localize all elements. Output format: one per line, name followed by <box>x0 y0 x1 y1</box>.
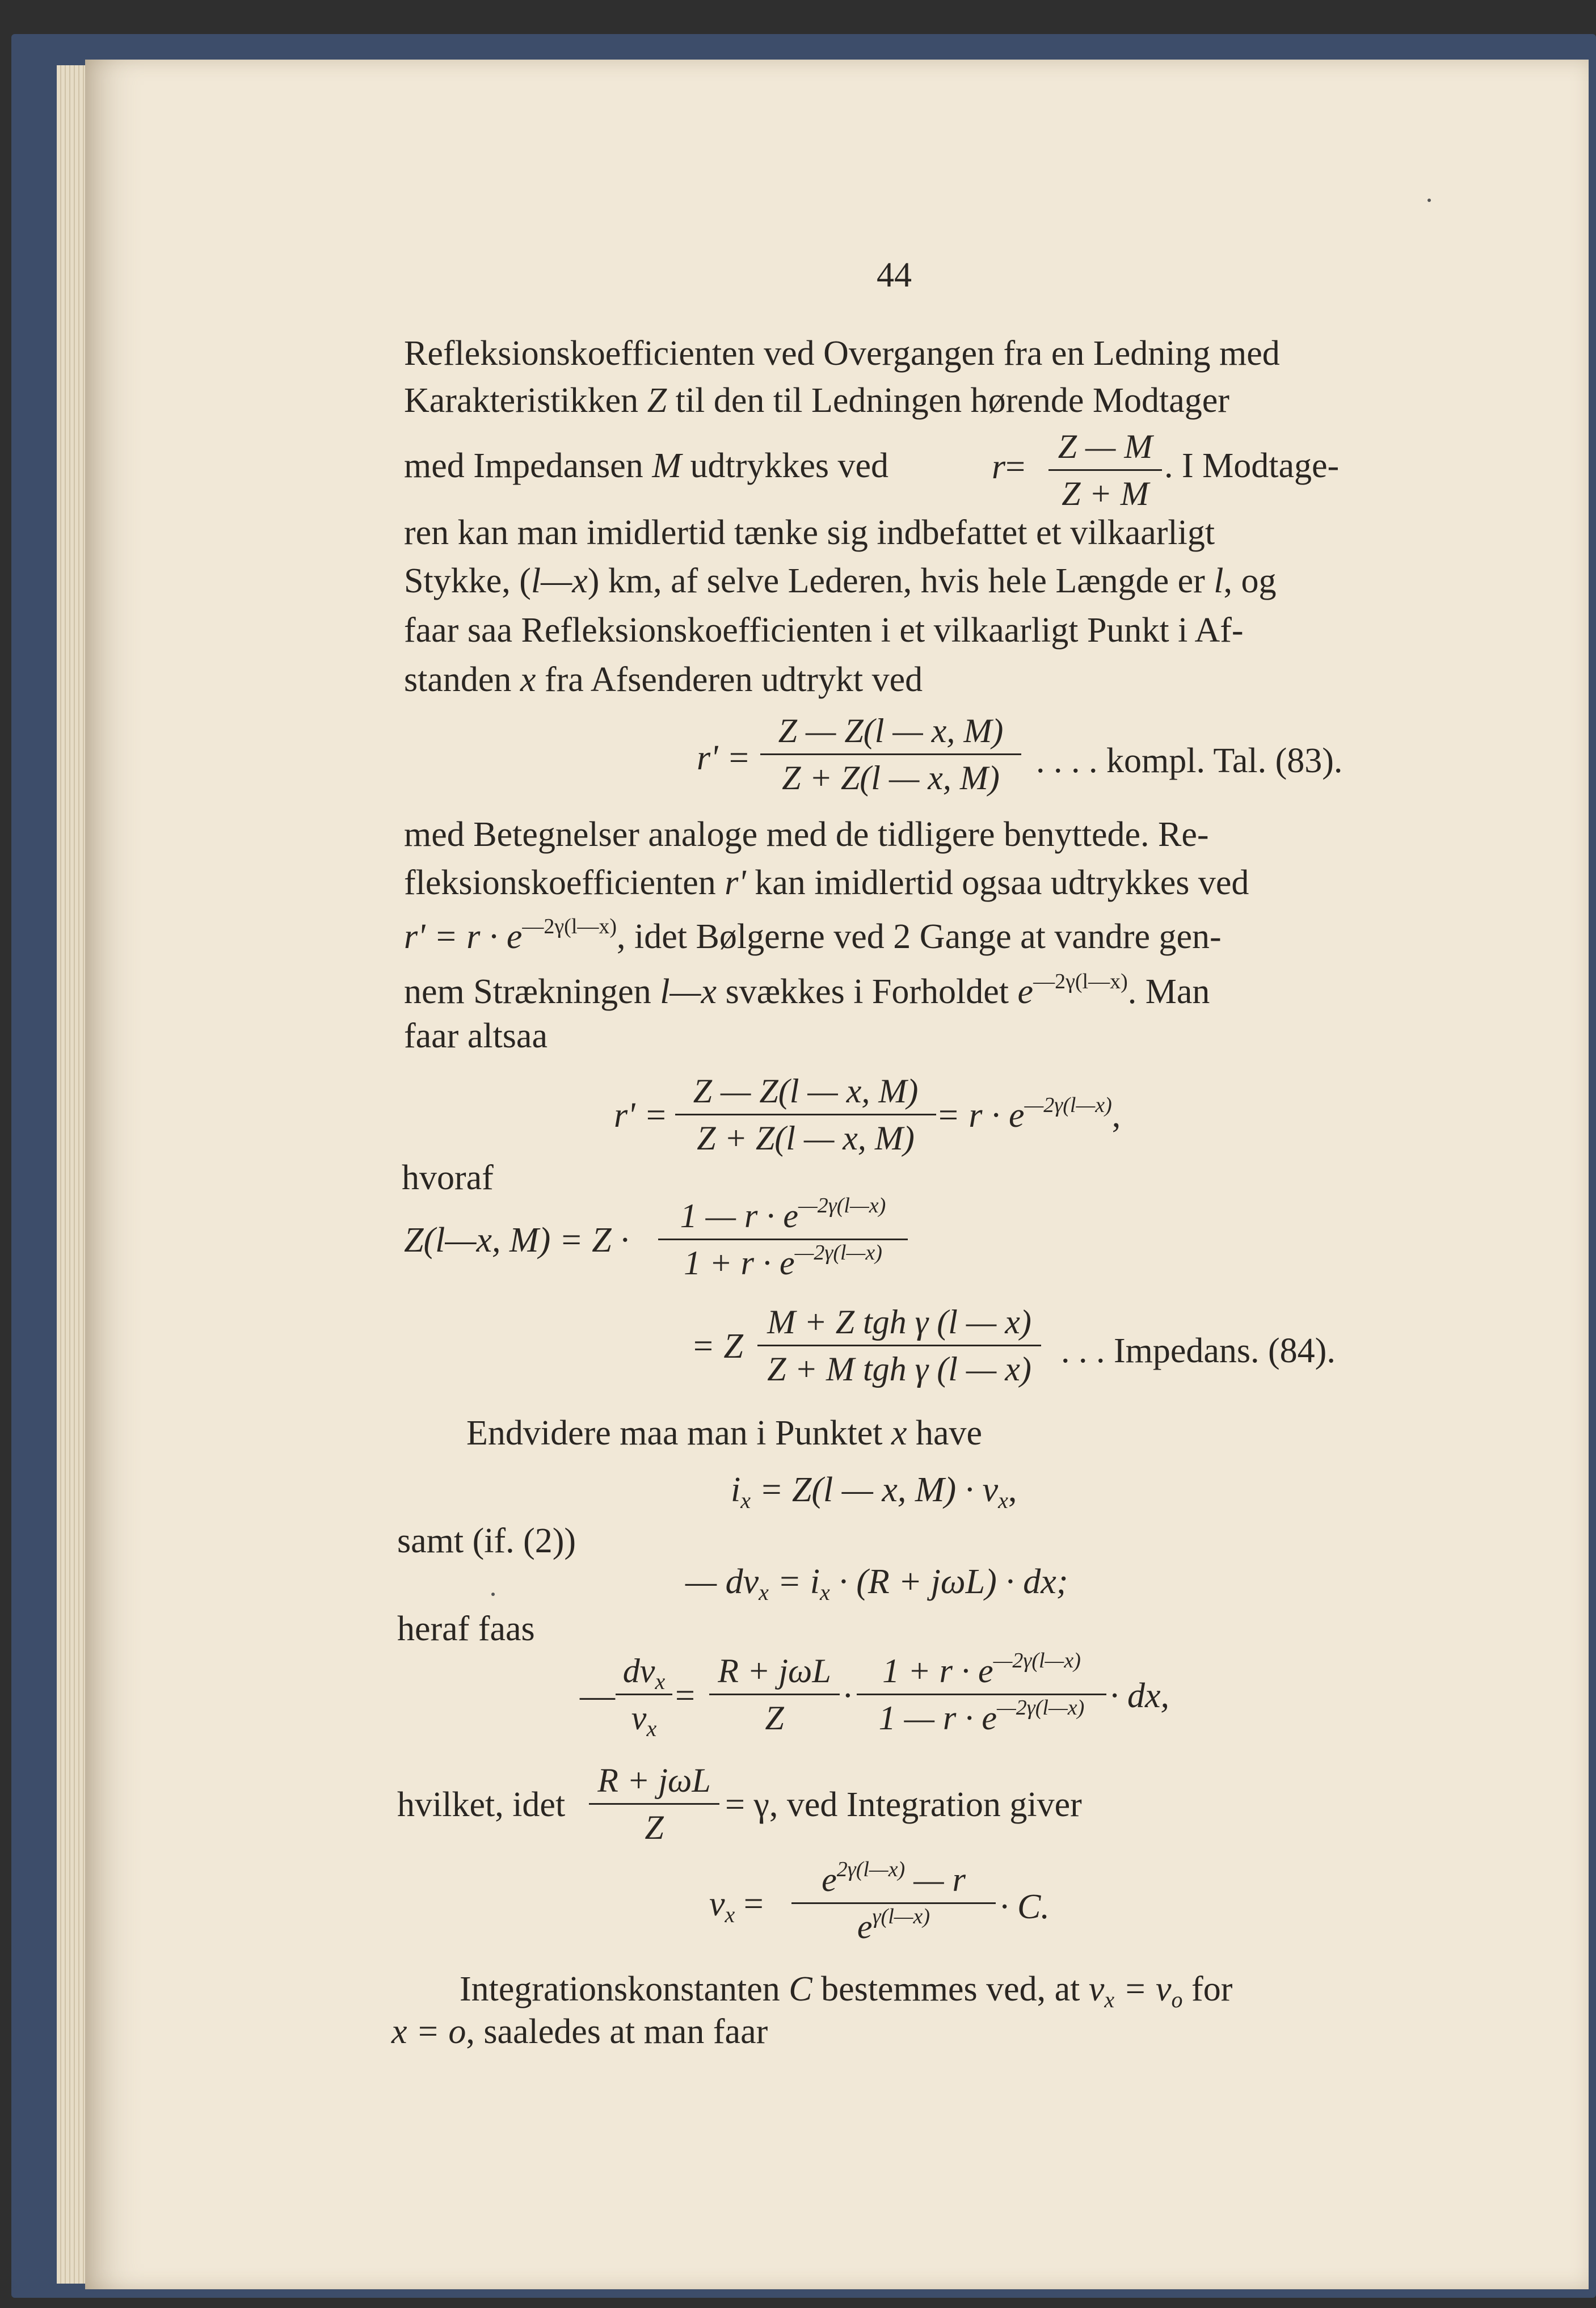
math-expr: — dv <box>685 1562 759 1601</box>
math-subscript: x <box>1104 1987 1115 2012</box>
math-superscript: —2γ(l—x) <box>522 915 617 938</box>
text-line-2 <box>404 383 1229 418</box>
text-line-12: faar altsaa <box>404 1017 548 1055</box>
text-span: fra Afsenderen udtrykt ved <box>544 660 923 699</box>
math-subscript: x <box>646 1716 657 1741</box>
fraction-denominator: Z + Z(l — x, M) <box>760 753 1021 795</box>
text-span: fleksionskoefficienten <box>404 864 716 902</box>
math-expr: = v <box>1114 1970 1172 2008</box>
math-expr: · (R + jωL) · dx; <box>829 1562 1068 1601</box>
math-var: C <box>789 1970 812 2008</box>
eqC <box>731 1471 1017 1513</box>
eq83-label: . . . . kompl. Tal. (83). <box>1036 742 1343 780</box>
eqF-lhs <box>709 1885 764 1927</box>
math-superscript: —2γ(l—x) <box>997 1696 1085 1720</box>
math-var: l <box>1214 562 1224 600</box>
fraction-numerator: R + jωL <box>597 1762 711 1799</box>
text-span: Karakteristikken <box>404 381 639 420</box>
eqB-fraction <box>658 1194 908 1282</box>
fraction-denominator: v <box>631 1699 647 1737</box>
math-var: r <box>992 448 1006 486</box>
page-number: 44 <box>877 256 912 294</box>
text-span: Integrationskonstanten <box>460 1970 780 2008</box>
gamma-definition-fraction <box>589 1763 719 1844</box>
math-var: v <box>709 1885 725 1923</box>
math-var: Z <box>647 381 667 420</box>
eqF-end: · C. <box>1000 1888 1050 1926</box>
eq83-fraction <box>760 714 1021 795</box>
eqE-dot: · <box>842 1677 854 1715</box>
eqA-fraction <box>675 1074 936 1155</box>
math-var: v <box>1088 1970 1105 2008</box>
eqB-lhs: Z(l—x, M) = Z · <box>404 1221 629 1260</box>
math-subscript: x <box>740 1488 751 1513</box>
math-subscript: x <box>759 1580 769 1605</box>
text-line-19 <box>391 2014 768 2049</box>
text-line-5 <box>404 563 1277 599</box>
fraction-numerator: R + jωL <box>718 1652 831 1690</box>
eqA-lhs: r' = <box>614 1096 668 1135</box>
text-line-6: faar saa Refleksionskoefficienten i et vilkaarligt Punkt i Af- <box>404 611 1244 650</box>
math-var: l—x <box>530 562 588 600</box>
text-span: bestemmes ved, at <box>821 1970 1080 2008</box>
text-span: , idet Bølgerne ved 2 Gange at vandre gen- <box>617 917 1222 956</box>
fraction-reflection <box>1048 429 1162 511</box>
text-span: standen <box>404 660 512 699</box>
math-superscript: γ(l—x) <box>872 1905 930 1928</box>
eqE-fraction-2 <box>709 1654 840 1735</box>
math-superscript: 2γ(l—x) <box>836 1858 906 1881</box>
paper-speck <box>491 1593 495 1596</box>
math-expr: r' = r · e <box>404 917 523 956</box>
text-line-15: samt (if. (2)) <box>397 1522 576 1560</box>
text-span: , saaledes at man faar <box>466 2012 768 2051</box>
math-r <box>992 449 1025 485</box>
text-span: kan imidlertid ogsaa udtrykkes ved <box>755 864 1249 902</box>
text-line-18 <box>460 1970 1233 2012</box>
eqE-end: · dx, <box>1110 1677 1170 1715</box>
text-span: ) km, af selve Lederen, hvis hele Længde er <box>587 562 1205 600</box>
math-superscript: —2γ(l—x) <box>1033 970 1128 993</box>
fraction-numerator: Z — Z(l — x, M) <box>778 712 1004 749</box>
math-subscript: x <box>820 1580 830 1605</box>
text-span: til den til Ledningen hørende Modtager <box>675 381 1229 420</box>
fraction-numerator: dv <box>622 1652 655 1690</box>
text-span: Endvidere maa man i Punktet <box>466 1414 883 1452</box>
math-var: M <box>652 447 681 485</box>
fraction-numerator: 1 + r · e <box>882 1652 993 1690</box>
math-var: r' <box>725 864 746 902</box>
text-line-1: Refleksionskoefficienten ved Overgangen fra en Ledning med <box>404 334 1280 373</box>
eqE-minus: — <box>580 1677 615 1715</box>
math-var: l—x <box>660 972 717 1011</box>
math-expr: = i <box>768 1562 820 1601</box>
text-line-13: hvoraf <box>402 1159 494 1197</box>
eq84-fraction <box>757 1305 1041 1386</box>
text-span: have <box>916 1414 983 1452</box>
text-span: nem Strækningen <box>404 972 651 1011</box>
text-line-3 <box>404 448 888 483</box>
text-line-17a: hvilket, idet <box>397 1785 566 1824</box>
text-span: . Man <box>1127 972 1210 1011</box>
math-subscript: x <box>998 1488 1008 1513</box>
math-superscript: —2γ(l—x) <box>1024 1093 1112 1117</box>
fraction-denominator: e <box>857 1908 873 1945</box>
text-span: , og <box>1223 562 1277 600</box>
math-var: x <box>520 660 536 699</box>
math-superscript: —2γ(l—x) <box>794 1241 882 1265</box>
text-line-9 <box>404 865 1249 900</box>
fraction-denominator: Z + Z(l — x, M) <box>675 1114 936 1155</box>
eqA-rhs <box>936 1093 1121 1135</box>
math-subscript: x <box>655 1669 666 1694</box>
text-line-7 <box>404 662 923 697</box>
text-line-14 <box>466 1416 982 1451</box>
paper-speck <box>1427 199 1431 202</box>
fraction-numerator: 1 — r · e <box>680 1197 799 1235</box>
eqE-equals: = <box>675 1677 695 1715</box>
text-line-16: heraf faas <box>397 1610 535 1648</box>
text-span: Stykke, ( <box>404 562 531 600</box>
fraction-denominator: Z <box>589 1803 719 1844</box>
math-expr: x = o <box>391 2012 466 2051</box>
text-line-3-end: . I Modtage- <box>1164 447 1340 485</box>
text-line-11 <box>404 970 1210 1011</box>
math-op: , <box>1008 1471 1017 1509</box>
math-op: = <box>735 1885 764 1923</box>
text-line-10 <box>404 915 1222 956</box>
text-span: svækkes i Forholdet <box>725 972 1009 1011</box>
fraction-denominator: 1 + r · e <box>684 1244 795 1282</box>
fraction-denominator: Z + M tgh γ (l — x) <box>757 1345 1041 1386</box>
math-subscript: o <box>1171 1987 1183 2012</box>
text-span: for <box>1191 1970 1233 2008</box>
fraction-numerator-tail: — r <box>905 1861 966 1898</box>
text-line-8: med Betegnelser analoge med de tidligere benyttede. Re- <box>404 815 1209 854</box>
math-expr: = r · e <box>936 1096 1025 1135</box>
fraction-denominator: Z + M <box>1048 469 1162 511</box>
eq84-lhs: = Z <box>691 1327 743 1366</box>
math-superscript: —2γ(l—x) <box>798 1194 886 1218</box>
math-op: , <box>1111 1096 1121 1135</box>
math-superscript: —2γ(l—x) <box>993 1649 1081 1673</box>
text-span: udtrykkes ved <box>690 447 889 485</box>
math-op: = <box>1005 448 1026 486</box>
math-var: x <box>891 1414 907 1452</box>
fraction-numerator: e <box>822 1861 837 1898</box>
fraction-numerator: Z — Z(l — x, M) <box>693 1072 919 1110</box>
fraction-numerator: M + Z tgh γ (l — x) <box>767 1303 1031 1341</box>
math-subscript: x <box>725 1902 735 1927</box>
eqE-fraction-3 <box>857 1649 1106 1737</box>
math-expr: = Z(l — x, M) · v <box>751 1471 999 1509</box>
eq83-lhs: r' = <box>697 739 751 777</box>
eqF-fraction <box>791 1858 996 1945</box>
text-span: med Impedansen <box>404 447 643 485</box>
eqD <box>685 1562 1068 1605</box>
eqE-fraction-1 <box>616 1652 672 1741</box>
fraction-denominator: Z <box>709 1694 840 1735</box>
fraction-denominator: 1 — r · e <box>878 1699 997 1737</box>
math-var: e <box>1017 972 1034 1011</box>
text-line-17b: = γ, ved Integration giver <box>725 1785 1082 1824</box>
text-line-4: ren kan man imidlertid tænke sig indbefattet et vilkaarligt <box>404 513 1215 552</box>
fraction-numerator: Z — M <box>1058 428 1153 465</box>
math-var: i <box>731 1471 741 1509</box>
eq84-label: . . . Impedans. (84). <box>1061 1332 1336 1370</box>
